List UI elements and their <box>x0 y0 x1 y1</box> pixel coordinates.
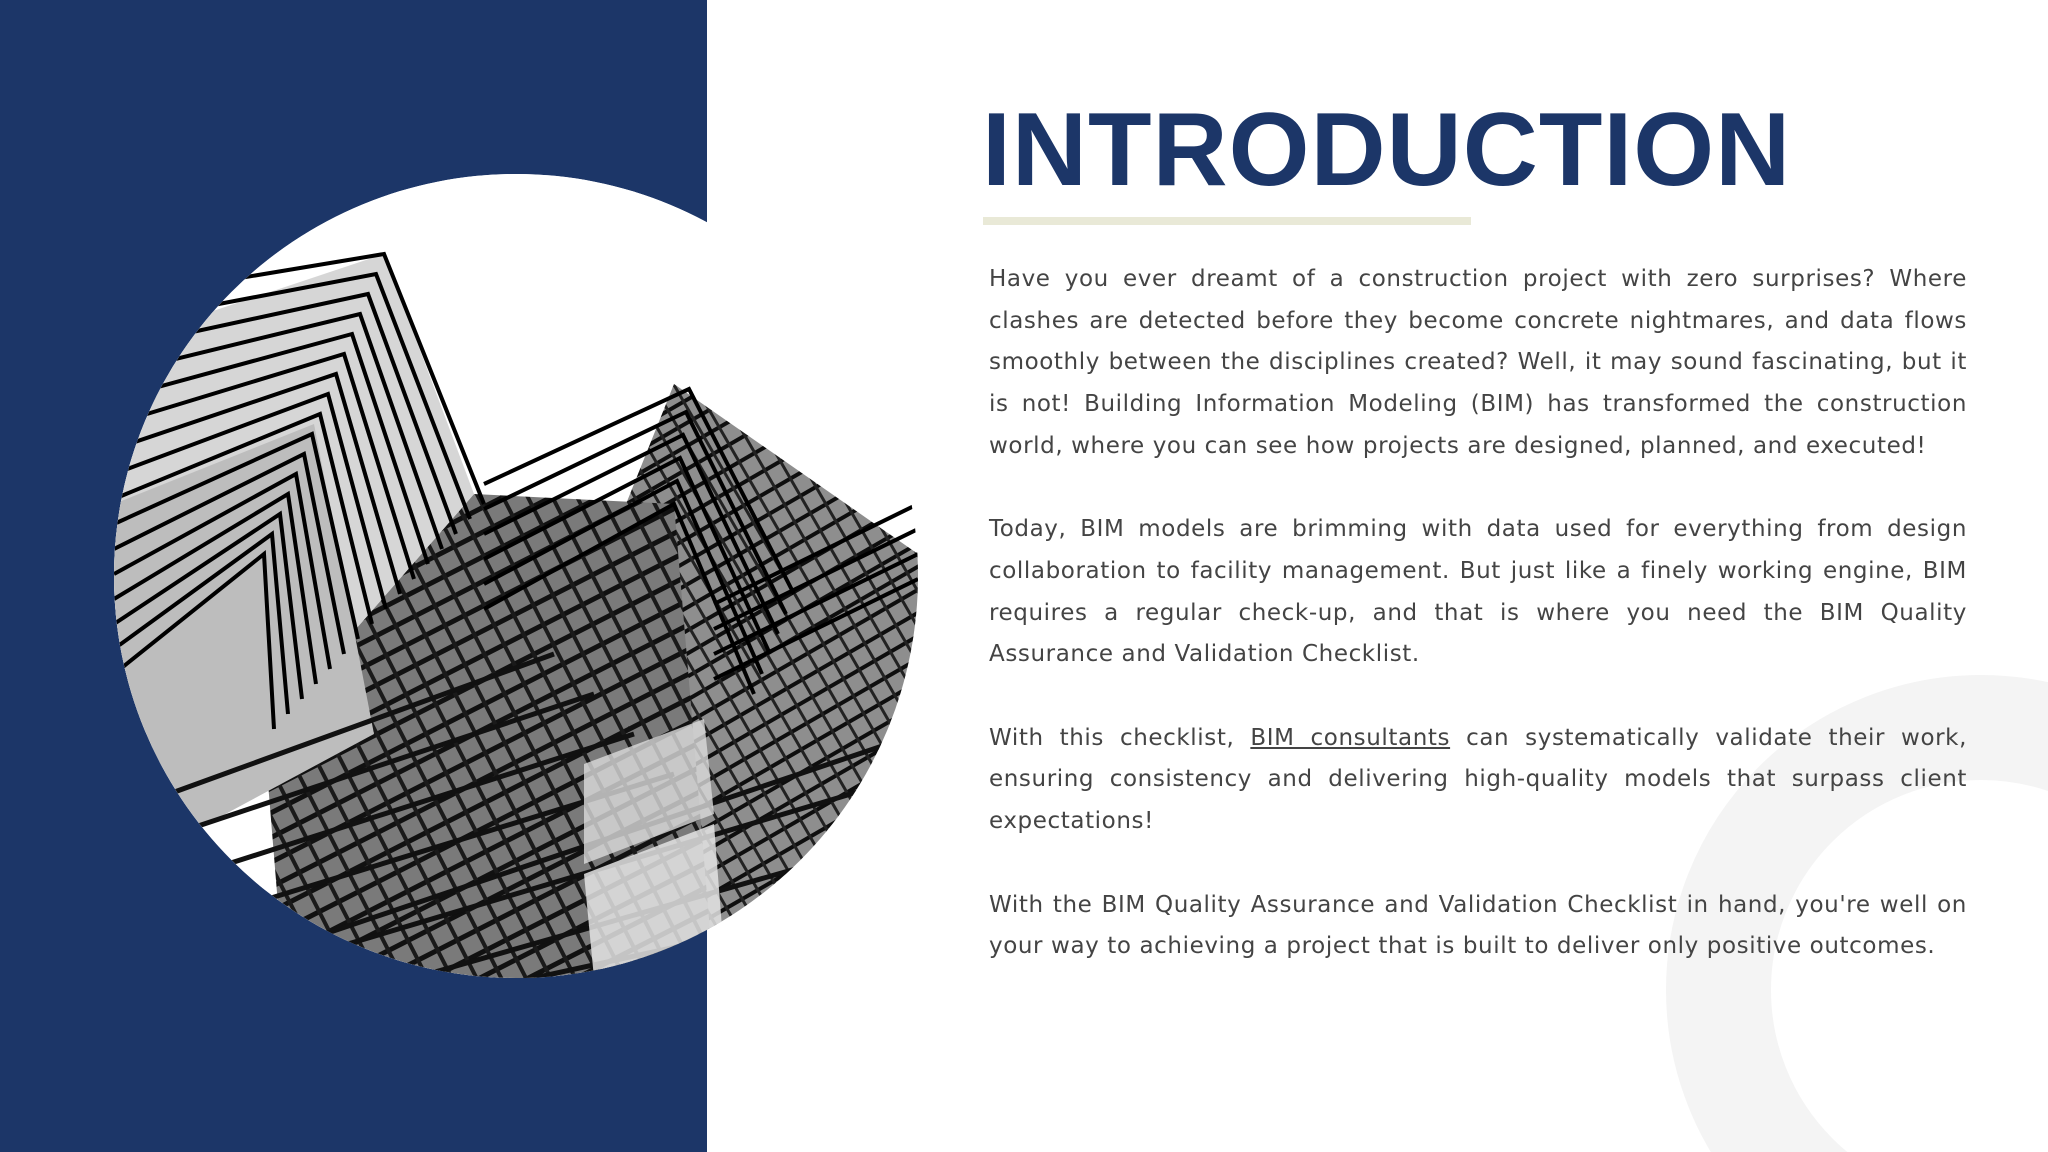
body-content <box>989 259 1967 1010</box>
building-photo <box>114 174 918 978</box>
skyscraper-illustration <box>114 174 918 978</box>
title-underline <box>983 217 1471 225</box>
paragraph-3-start: With this checklist, <box>989 724 1251 751</box>
paragraph-3-end: can systematically validate their work, ensuring consistency and delivering high-quality models that surpass client expectations! <box>989 724 1967 835</box>
intro-paragraph-2: Today, BIM models are brimming with data used for everything from design collaboration to facility management. But just like a finely working engine, BIM requires a regular check-up, and that is where you need the BIM Quality Assurance and Validation Checklist. <box>989 516 1967 668</box>
bim-consultants-link[interactable]: BIM consultants <box>1250 724 1451 751</box>
intro-paragraph-3 <box>989 718 1967 843</box>
intro-paragraph-1: Have you ever dreamt of a construction project with zero surprises? Where clashes are detected before they become concrete nightmares, and data flows smoothly between the disciplines created? Well, it may sound fascinating, but it is not! Building Information Modeling (BIM) has transformed the construction world, where you can see how projects are designed, planned, and executed! <box>989 266 1967 459</box>
page-title: INTRODUCTION <box>982 92 1792 208</box>
intro-paragraph-4: With the BIM Quality Assurance and Validation Checklist in hand, you're well on your way to achieving a project that is built to deliver only positive outcomes. <box>989 891 1967 960</box>
